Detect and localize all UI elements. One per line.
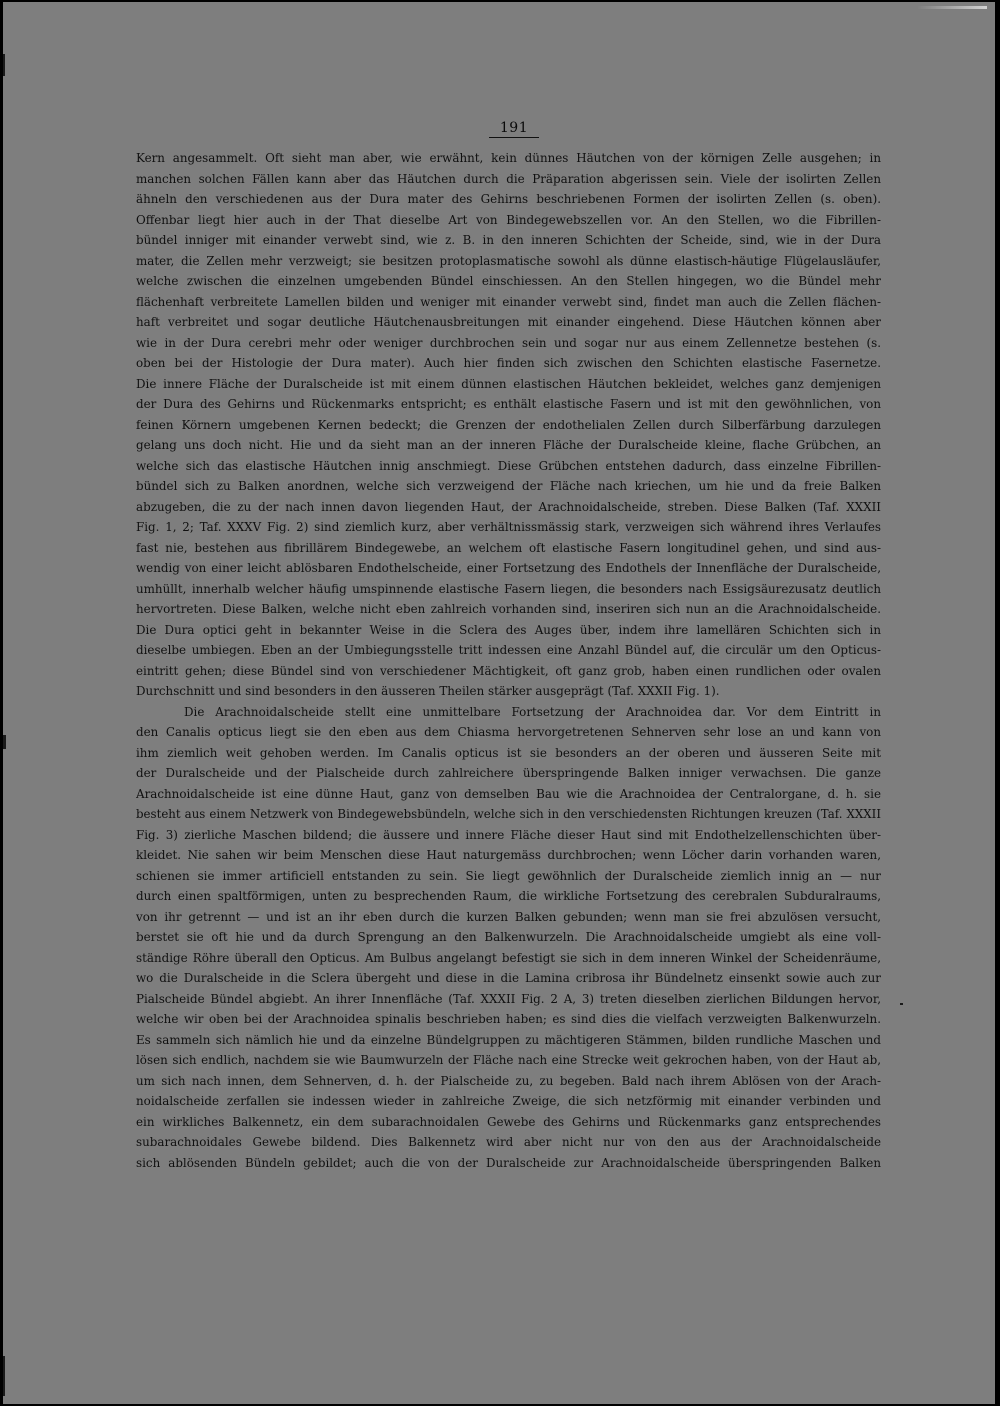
- text-line: von ihr getrennt — und ist an ihr eben durch die kurzen Balken gebunden; wenn man sie frei abzulösen versucht,: [136, 909, 881, 924]
- text-line: fast nie, bestehen aus fibrillärem Bindegewebe, an welchem oft elastische Fasern longitudinel gehen, und sind aus-: [136, 540, 881, 555]
- text-line: bündel sich zu Balken anordnen, welche sich verzweigend der Fläche nach kriechen, um hie und da freie Balken: [136, 479, 881, 493]
- text-line: welche zwischen die einzelnen umgebenden Bündel einschiessen. An den Stellen hingegen, wo die Bündel mehr: [136, 274, 881, 288]
- text-line: hervortreten. Diese Balken, welche nicht eben zahlreich vorhanden sind, inseriren sich nun an die Arachnoidalscheide.: [136, 602, 881, 616]
- text-line: flächenhaft verbreitete Lamellen bilden und weniger mit einander verwebt sind, findet man auch die Zellen flächen-: [136, 294, 881, 309]
- text-line: der Duralscheide und der Pialscheide durch zahlreichere überspringende Balken inniger verwachsen. Die ganze: [136, 766, 881, 780]
- text-line: schienen sie immer artificiell entstanden zu sein. Sie liegt gewöhnlich der Duralscheide ziemlich innig an — nur: [136, 868, 881, 883]
- text-line: Es sammeln sich nämlich hie und da einzelne Bündelgruppen zu mächtigeren Stämmen, bilden rundliche Maschen und: [136, 1032, 881, 1047]
- text-line: subarachnoidales Gewebe bildend. Dies Balkennetz wird aber nicht nur von den aus der Arachnoidalscheide: [136, 1135, 881, 1149]
- scan-edge-mark: [3, 62, 5, 76]
- text-line: wie in der Dura cerebri mehr oder weniger durchbrochen sein und sogar nur aus einem Zellennetze bestehen (s.: [136, 335, 881, 350]
- text-line: haft verbreitet und sogar deutliche Häutchenausbreitungen mit einander eingehend. Diese Häutchen können aber: [136, 315, 881, 329]
- text-line: Fig. 1, 2; Taf. XXXV Fig. 2) sind ziemlich kurz, aber verhältnissmässig stark, verzweigen sich während ihres Verlaufes: [136, 520, 881, 534]
- text-line: den Canalis opticus liegt sie den eben aus dem Chiasma hervorgetretenen Sehnerven sehr lose an und kann von: [136, 725, 881, 739]
- text-line: lösen sich endlich, nachdem sie wie Baumwurzeln der Fläche nach eine Strecke weit gekrochen haben, von der Haut ab,: [136, 1053, 881, 1067]
- text-line: durch einen spaltförmigen, unten zu besprechenden Raum, die wirkliche Fortsetzung des cerebralen Subduralraums,: [136, 889, 881, 903]
- text-line: Fig. 3) zierliche Maschen bildend; die äussere und innere Fläche dieser Haut sind mit Endothelzellenschichten über-: [136, 827, 881, 842]
- text-line: noidalscheide zerfallen sie indessen wieder in zahlreiche Zweige, die sich netzförmig mit einander verbinden und: [136, 1094, 881, 1108]
- text-line: um sich nach innen, dem Sehnerven, d. h. der Pialscheide zu, zu begeben. Bald nach ihrem Ablösen von der Arach-: [136, 1073, 881, 1088]
- document-page: [3, 2, 995, 1404]
- scan-edge-mark: [3, 735, 6, 749]
- text-line: wendig von einer leicht ablösbaren Endothelscheide, einer Fortsetzung des Endothels der Innenfläche der Duralscheide,: [136, 561, 881, 575]
- text-line: Kern angesammelt. Oft sieht man aber, wie erwähnt, kein dünnes Häutchen von der körnigen Zelle ausgehen; in: [136, 151, 881, 165]
- page-number: 191: [489, 120, 539, 138]
- body-text: [136, 148, 881, 1194]
- text-line: [136, 1173, 881, 1194]
- scan-edge-mark: [3, 1356, 5, 1396]
- text-line: bündel inniger mit einander verwebt sind, wie z. B. in den inneren Schichten der Scheide, sind, wie in der Dura: [136, 233, 881, 247]
- text-line: manchen solchen Fällen kann aber das Häutchen durch die Präparation abgerissen sein. Viele der isolirten Zellen: [136, 171, 881, 186]
- text-line: abzugeben, die zu der nach innen davon liegenden Haut, der Arachnoidalscheide, streben. Diese Balken (Taf. XXXII: [136, 499, 881, 514]
- text-line: Pialscheide Bündel abgiebt. An ihrer Innenfläche (Taf. XXXII Fig. 2 A, 3) treten dieselben zierlichen Bildungen hervor,: [136, 991, 881, 1006]
- text-line: kleidet. Nie sahen wir beim Menschen diese Haut naturgemäss durchbrochen; wenn Löcher darin vorhanden waren,: [136, 848, 881, 862]
- text-line: eintritt gehen; diese Bündel sind von verschiedener Mächtigkeit, oft ganz grob, haben einen rundlichen oder ovalen: [136, 663, 881, 678]
- text-line: ständige Röhre überall den Opticus. Am Bulbus angelangt befestigt sie sich in dem inneren Winkel der Scheidenräume,: [136, 950, 881, 965]
- text-line: ihm ziemlich weit gehoben werden. Im Canalis opticus ist sie besonders an der oberen und äusseren Seite mit: [136, 745, 881, 760]
- text-line: Arachnoidalscheide ist eine dünne Haut, ganz von demselben Bau wie die Arachnoidea der Centralorgane, d. h. sie: [136, 786, 881, 801]
- text-line: der Dura des Gehirns und Rückenmarks entspricht; es enthält elastische Fasern und ist mit den gewöhnlichen, von: [136, 397, 881, 411]
- text-line: Offenbar liegt hier auch in der That dieselbe Art von Bindegewebszellen vor. An den Stellen, wo die Fibrillen-: [136, 212, 881, 227]
- text-line: Durchschnitt und sind besonders in den äusseren Theilen stärker ausgeprägt (Taf. XXXII Fig. 1).: [136, 684, 720, 698]
- text-line: ein wirkliches Balkennetz, ein dem subarachnoidalen Gewebe des Gehirns und Rückenmarks ganz entsprechendes: [136, 1114, 881, 1129]
- text-line: welche wir oben bei der Arachnoidea spinalis beschrieben haben; es sind dies die vielfach verzweigten Balkenwurzeln.: [136, 1012, 881, 1026]
- text-line: Die Arachnoidalscheide stellt eine unmittelbare Fortsetzung der Arachnoidea dar. Vor dem Eintritt in: [184, 704, 881, 719]
- text-line: Die Dura optici geht in bekannter Weise in die Sclera des Auges über, indem ihre lamellären Schichten sich in: [136, 622, 881, 637]
- text-line: wo die Duralscheide in die Sclera übergeht und diese in die Lamina cribrosa ihr Bündelnetz einsenkt sowie auch zur: [136, 971, 881, 985]
- text-line: berstet sie oft hie und da durch Sprengung an den Balkenwurzeln. Die Arachnoidalscheide umgiebt als eine voll-: [136, 930, 881, 944]
- text-line: umhüllt, innerhalb welcher häufig umspinnende elastische Fasern liegen, die besonders nach Essigsäurezusatz deutlich: [136, 581, 881, 596]
- scan-artifact: [917, 6, 987, 9]
- text-line: ähneln den verschiedenen aus der Dura mater des Gehirns beschriebenen Formen der isolirten Zellen (s. oben).: [136, 192, 881, 206]
- text-line: oben bei der Histologie der Dura mater). Auch hier finden sich zwischen den Schichten elastische Fasernetze.: [136, 356, 881, 370]
- text-line: mater, die Zellen mehr verzweigt; sie besitzen protoplasmatische sowohl als dünne elastisch-häutige Flügelausläufer,: [136, 253, 881, 268]
- text-line: feinen Körnern umgebenen Kernen bedeckt; die Grenzen der endothelialen Zellen durch Silberfärbung darzulegen: [136, 417, 881, 432]
- text-line: dieselbe umbiegen. Eben an der Umbiegungsstelle tritt indessen eine Anzahl Bündel auf, die circulär um den Opticus-: [136, 643, 881, 657]
- text-line: Die innere Fläche der Duralscheide ist mit einem dünnen elastischen Häutchen bekleidet, welches ganz demjenigen: [136, 376, 881, 391]
- text-line: besteht aus einem Netzwerk von Bindegewebsbündeln, welche sich in den verschiedensten Richtungen kreuzen (Taf. XXXII: [136, 807, 881, 821]
- text-line: gelang uns doch nicht. Hie und da sieht man an der inneren Fläche der Duralscheide kleine, flache Grübchen, an: [136, 438, 881, 452]
- scan-speck: [900, 1003, 903, 1005]
- text-line: welche sich das elastische Häutchen innig anschmiegt. Diese Grübchen entstehen dadurch, dass einzelne Fibrillen-: [136, 458, 881, 473]
- text-line: sich ablösenden Bündeln gebildet; auch die von der Duralscheide zur Arachnoidalscheide überspringenden Balken: [136, 1155, 881, 1170]
